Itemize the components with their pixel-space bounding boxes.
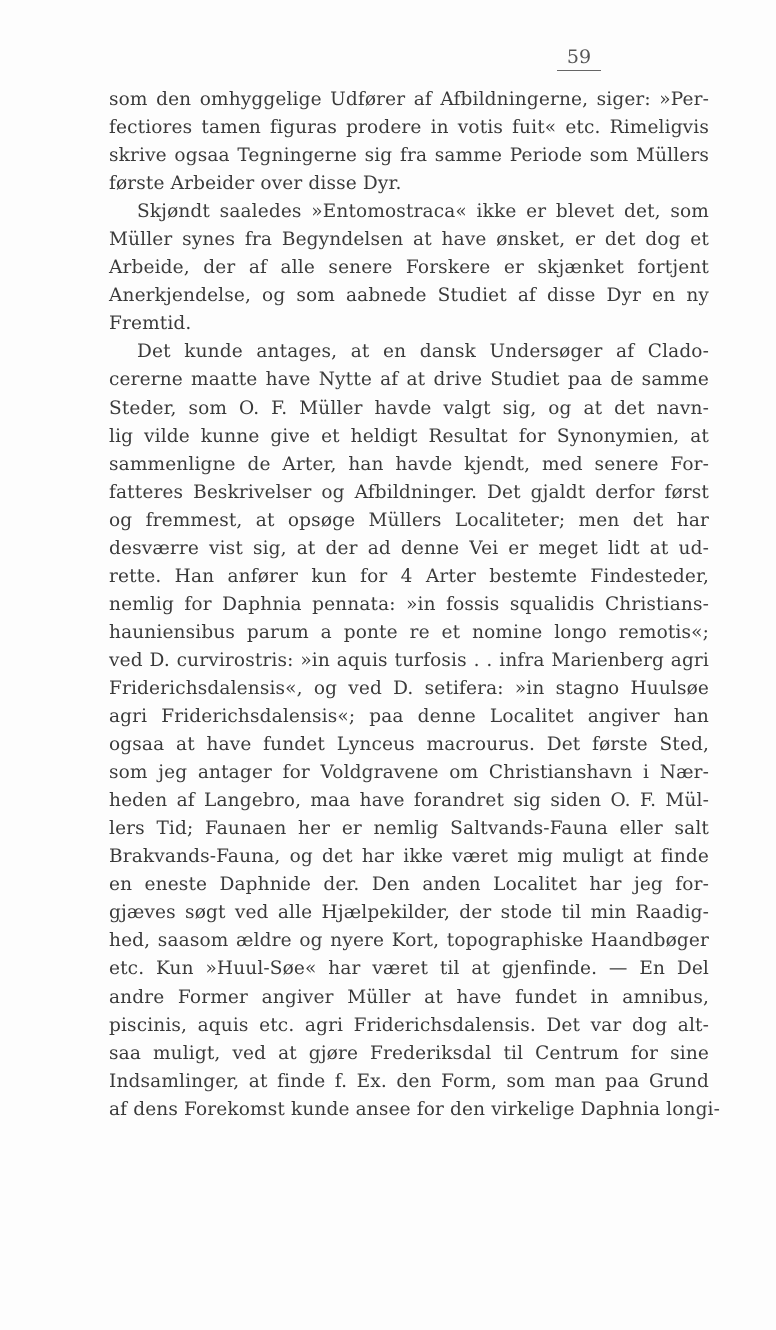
- text-line: Det kunde antages, at en dansk Undersøger af Clado-: [137, 341, 709, 363]
- text-line: som den omhyggelige Udfører af Afbildningerne, siger: »Per-: [109, 89, 709, 110]
- text-line: Arbeide, der af alle senere Forskere er skjænket fortjent: [109, 257, 709, 279]
- text-line: fatteres Beskrivelser og Afbildninger. Det gjaldt derfor først: [109, 481, 709, 503]
- text-line: Indsamlinger, at finde f. Ex. den Form, som man paa Grund: [109, 1070, 709, 1092]
- text-line: Anerkjendelse, og som aabnede Studiet af disse Dyr en ny: [109, 285, 709, 307]
- text-line: andre Former angiver Müller at have fundet in amnibus,: [109, 986, 709, 1008]
- body-text: [109, 86, 721, 1124]
- text-line: første Arbeider over disse Dyr.: [109, 173, 402, 195]
- text-line: lers Tid; Faunaen her er nemlig Saltvands-Fauna eller salt: [109, 818, 709, 840]
- text-line: Steder, som O. F. Müller havde valgt sig, og at det navn-: [109, 397, 709, 419]
- text-line: hed, saasom ældre og nyere Kort, topographiske Haandbøger: [109, 930, 709, 952]
- text-line: af dens Forekomst kunde ansee for den virkelige Daphnia longi-: [109, 1098, 721, 1120]
- text-line: etc. Kun »Huul-Søe« har været til at gjenfinde. — En Del: [109, 958, 709, 980]
- text-line: saa muligt, ved at gjøre Frederiksdal til Centrum for sine: [109, 1042, 709, 1064]
- text-line: og fremmest, at opsøge Müllers Localiteter; men det har: [109, 509, 709, 531]
- text-line: ogsaa at have fundet Lynceus macrourus. Det første Sted,: [109, 734, 709, 756]
- text-line: desværre vist sig, at der ad denne Vei er meget lidt at ud-: [109, 537, 709, 559]
- text-line: Friderichsdalensis«, og ved D. setifera: »in stagno Huulsøe: [109, 677, 709, 699]
- text-line: lig vilde kunne give et heldigt Resultat for Synonymien, at: [109, 425, 709, 447]
- text-line: cererne maatte have Nytte af at drive Studiet paa de samme: [109, 369, 709, 391]
- text-line: som jeg antager for Voldgravene om Christianshavn i Nær-: [109, 762, 709, 784]
- text-line: piscinis, aquis etc. agri Friderichsdalensis. Det var dog alt-: [109, 1014, 709, 1036]
- text-line: rette. Han anfører kun for 4 Arter bestemte Findesteder,: [109, 565, 709, 587]
- text-line: en eneste Daphnide der. Den anden Localitet har jeg for-: [109, 874, 709, 896]
- text-line: heden af Langebro, maa have forandret sig siden O. F. Mül-: [109, 790, 709, 812]
- page-number: 59: [557, 44, 601, 71]
- text-line: skrive ogsaa Tegningerne sig fra samme Periode som Müllers: [109, 145, 709, 167]
- text-line: fectiores tamen figuras prodere in votis fuit« etc. Rimeligvis: [109, 117, 709, 139]
- text-line: Skjøndt saaledes »Entomostraca« ikke er blevet det, som: [137, 201, 709, 223]
- text-line: gjæves søgt ved alle Hjælpekilder, der stode til min Raadig-: [109, 902, 709, 924]
- text-line: Müller synes fra Begyndelsen at have ønsket, er det dog et: [109, 229, 709, 251]
- text-line: Fremtid.: [109, 313, 192, 335]
- text-line: hauniensibus parum a ponte re et nomine longo remotis«;: [109, 621, 709, 643]
- text-line: ved D. curvirostris: »in aquis turfosis . . infra Marienberg agri: [109, 649, 709, 671]
- text-line: agri Friderichsdalensis«; paa denne Localitet angiver han: [109, 706, 709, 728]
- text-line: nemlig for Daphnia pennata: »in fossis squalidis Christians-: [109, 593, 709, 615]
- text-line: Brakvands-Fauna, og det har ikke været mig muligt at finde: [109, 846, 709, 868]
- text-line: sammenligne de Arter, han havde kjendt, med senere For-: [109, 453, 709, 475]
